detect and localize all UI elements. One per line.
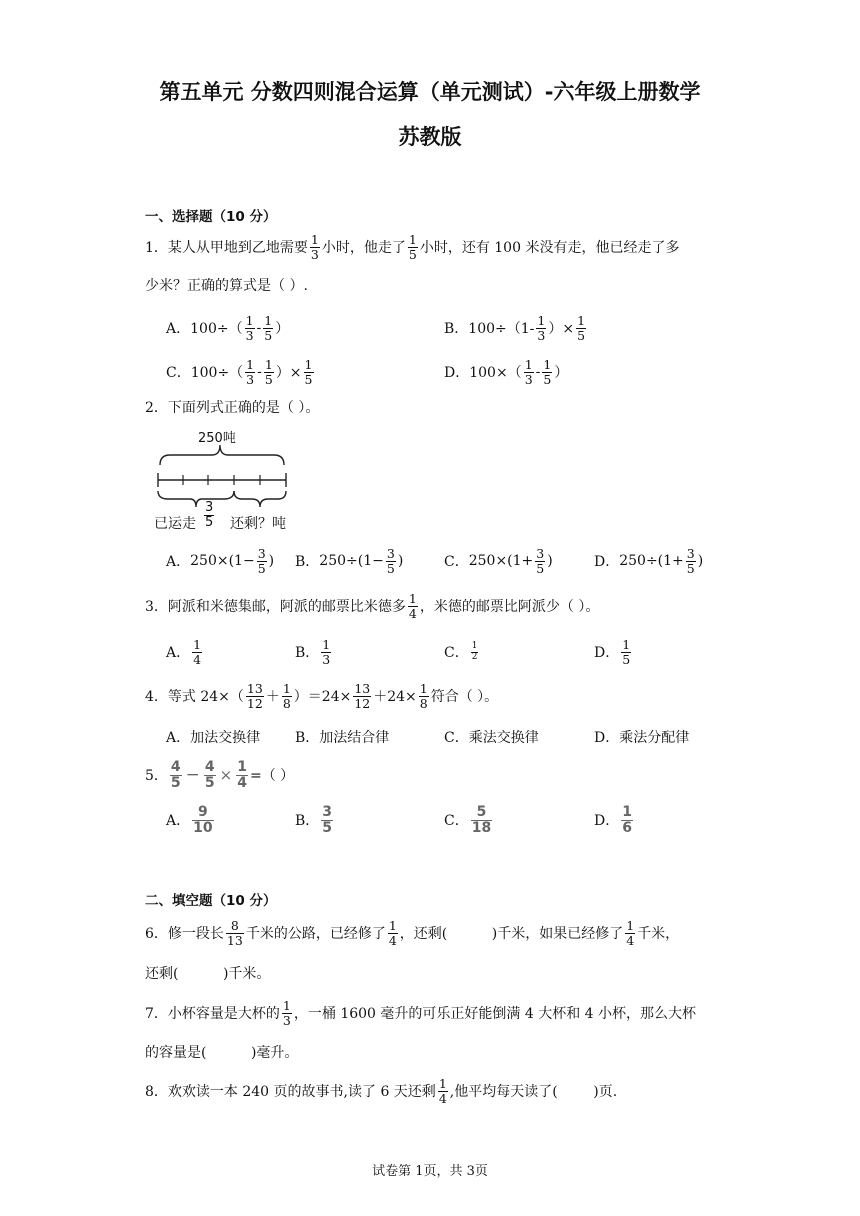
option-4d[interactable]: D．乘法分配律: [594, 730, 690, 746]
diagram-total-label: 250吨: [198, 431, 236, 446]
question-6-line2[interactable]: 还剩( )千米。: [145, 966, 271, 982]
question-7: 7． 小杯容量是大杯的 $\frac{1}{3}$ ，一桶 1600 毫升的可乐正好能倒满 4 大杯和 4 小杯，那么大杯: [145, 998, 697, 1028]
segment-diagram: [150, 425, 300, 540]
option-5a[interactable]: A． $\frac{9}{10}$: [166, 803, 213, 836]
option-1a[interactable]: A． 100÷（ $\frac{1}{3}$ - $\frac{1}{5}$ ）: [166, 313, 290, 343]
question-7-line2[interactable]: 的容量是( )毫升。: [145, 1045, 299, 1061]
question-text: 小时，他走了: [321, 240, 406, 256]
question-3: 3． 阿派和米德集邮，阿派的邮票比米德多 $\frac{1}{4}$ ，米德的邮票比阿派少（ ）。: [145, 591, 600, 621]
question-number: 1．: [145, 240, 168, 256]
question-1-line2: 少米？正确的算式是（ ）.: [145, 278, 308, 294]
diagram-left-label: 已运走: [154, 516, 196, 532]
question-8: 8． 欢欢读一本 240 页的故事书,读了 6 天还剩 $\frac{1}{4}$ ,他平均每天读了( )页.: [145, 1076, 618, 1106]
option-5c[interactable]: C． $\frac{5}{18}$: [444, 803, 492, 836]
option-3a[interactable]: A． $\frac{1}{4}$: [166, 637, 202, 667]
option-2d[interactable]: D． 250÷(1+ $\frac{3}{5}$ ): [594, 546, 704, 576]
option-1c[interactable]: C． 100÷（ $\frac{1}{3}$ - $\frac{1}{5}$ ）× $\frac{1}{5}$: [166, 357, 313, 387]
page-footer: 试卷第 1页，共 3页: [372, 1164, 488, 1179]
question-4: 4． 等式 24×（ $\frac{13}{12}$ ＋ $\frac{1}{8}$ ）＝24× $\frac{13}{12}$ ＋24× $\frac{1}{8}$ 符合（ ）。: [145, 681, 499, 711]
option-4b[interactable]: B．加法结合律: [295, 730, 390, 746]
question-text: 小时，还有 100 米没有走，他已经走了多: [419, 240, 680, 256]
option-4c[interactable]: C．乘法交换律: [444, 730, 539, 746]
option-1d[interactable]: D． 100×（ $\frac{1}{3}$ - $\frac{1}{5}$ ）: [444, 357, 569, 387]
option-3d[interactable]: D． $\frac{1}{5}$: [594, 637, 631, 667]
question-6: 6． 修一段长 $\frac{8}{13}$ 千米的公路，已经修了 $\frac{1}{4}$ ，还剩( )千米，如果已经修了 $\frac{1}{4}$ 千米，: [145, 918, 680, 948]
fraction: $\frac{1}{5}$: [408, 232, 417, 262]
option-2b[interactable]: B． 250÷(1− $\frac{3}{5}$ ): [295, 546, 404, 576]
page-title: 第五单元 分数四则混合运算（单元测试）-六年级上册数学: [159, 80, 701, 104]
section-heading-fill: 二、填空题（10 分）: [145, 893, 277, 909]
option-1b[interactable]: B． 100÷（1- $\frac{1}{3}$ ）× $\frac{1}{5}$: [444, 313, 586, 343]
fraction: $\frac{1}{3}$: [310, 232, 319, 262]
page-title-line2: 苏教版: [398, 125, 462, 149]
diagram-fraction: $\frac{3}{5}$: [205, 500, 214, 530]
option-5b[interactable]: B． $\frac{3}{5}$: [295, 803, 333, 836]
option-2a[interactable]: A． 250×(1− $\frac{3}{5}$ ): [166, 546, 275, 576]
option-3b[interactable]: B． $\frac{1}{3}$: [295, 637, 331, 667]
question-2: 2． 下面列式正确的是（ ）。: [145, 400, 320, 416]
question-text: 某人从甲地到乙地需要: [167, 240, 308, 256]
option-3c[interactable]: C． $\frac{1}{2}$: [444, 641, 478, 662]
section-heading-choice: 一、选择题（10 分）: [145, 209, 277, 225]
option-5d[interactable]: D． $\frac{1}{6}$: [594, 803, 632, 836]
option-2c[interactable]: C． 250×(1+ $\frac{3}{5}$ ): [444, 546, 553, 576]
diagram-right-label: 还剩？吨: [230, 516, 286, 532]
question-1: [145, 229, 679, 265]
question-5: 5． $\frac{4}{5}$ − $\frac{4}{5}$ × $\frac{1}{4}$ =（ ）: [145, 758, 295, 791]
option-4a[interactable]: A．加法交换律: [166, 730, 261, 746]
